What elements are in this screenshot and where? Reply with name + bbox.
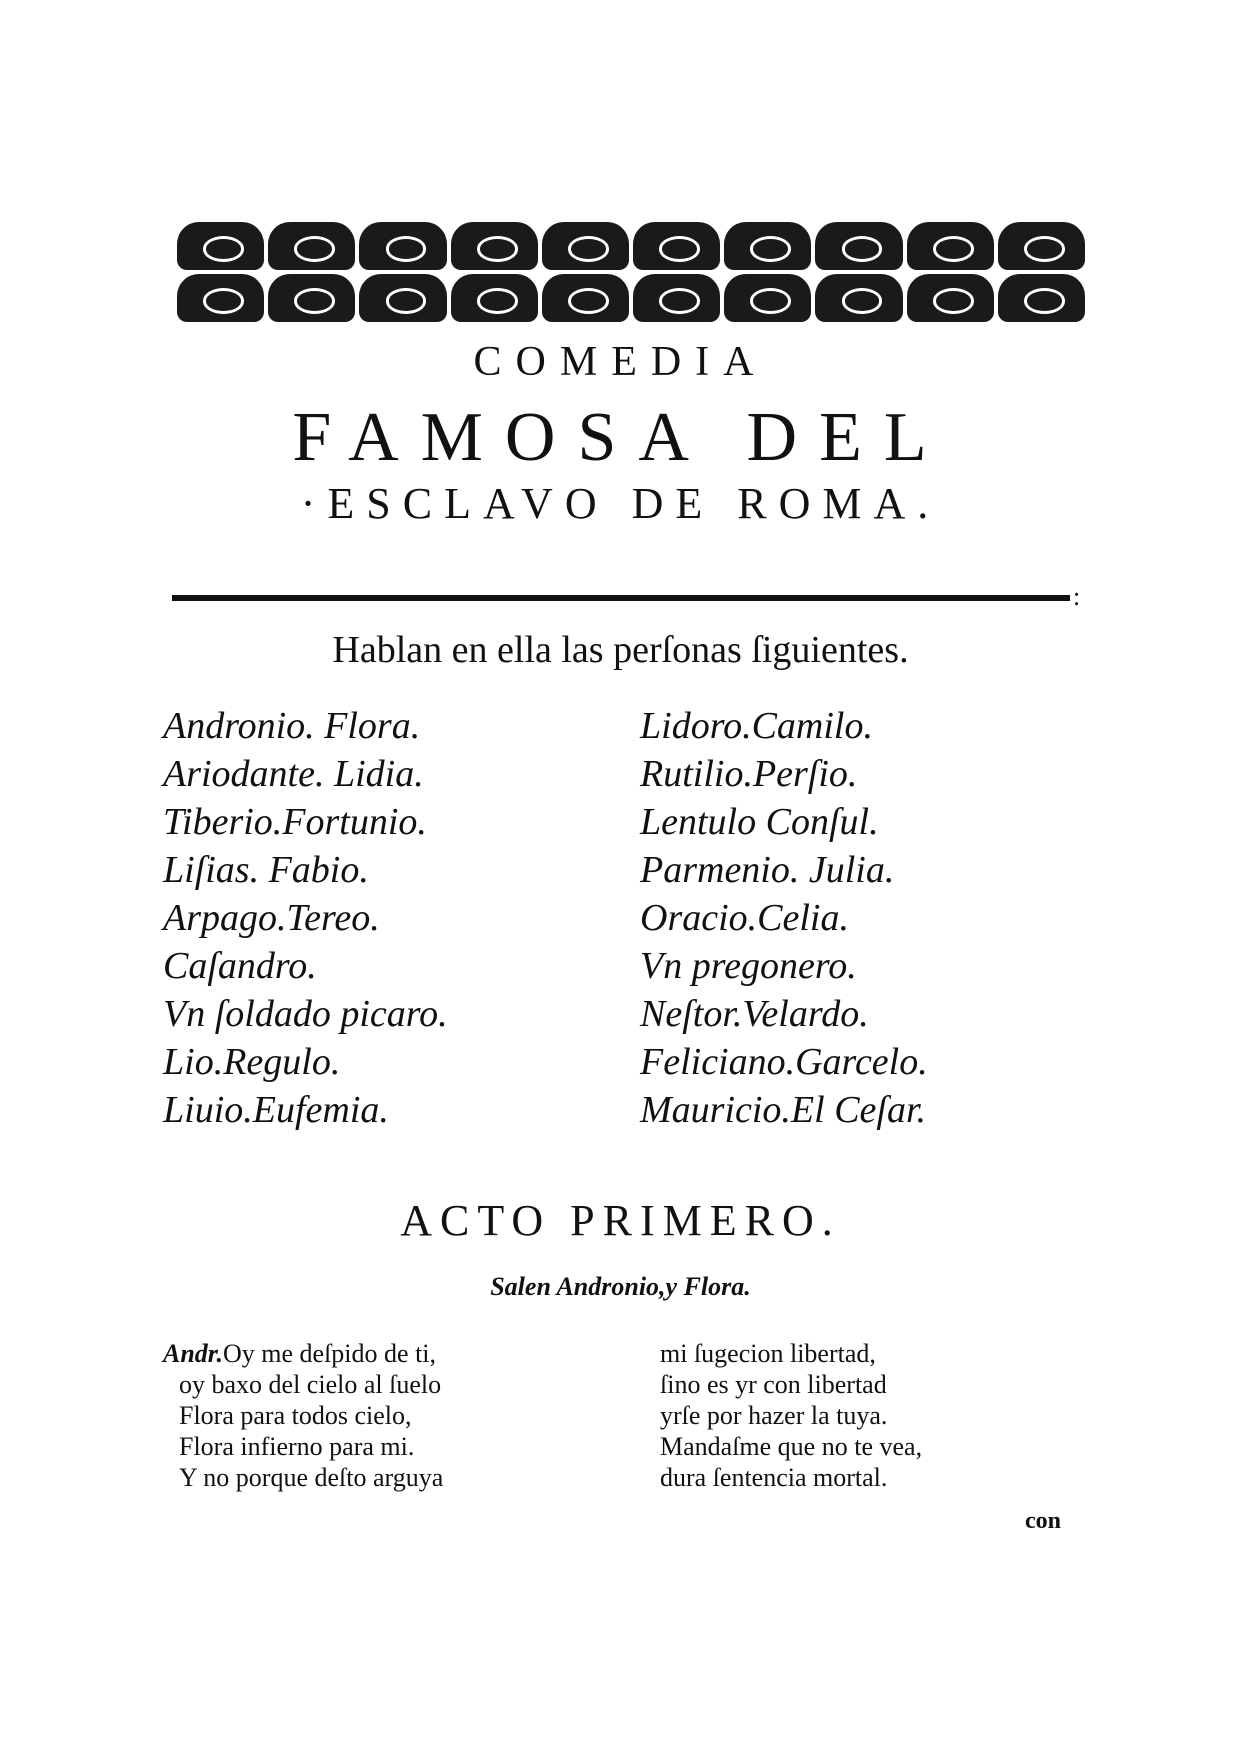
- ornament-row-bottom: [175, 274, 1087, 322]
- verse-column-right: [660, 1338, 922, 1493]
- ornament-icon: [907, 274, 994, 322]
- cast-entry: Liuio.Eufemia.: [163, 1089, 389, 1131]
- verse-line: [163, 1338, 443, 1369]
- cast-list-left: [163, 702, 448, 1134]
- cast-entry: Ariodante. Lidia.: [163, 753, 424, 795]
- cast-entry: Lentulo Conſul.: [640, 801, 879, 843]
- cast-heading: Hablan en ella las perſonas ſiguientes.: [332, 629, 909, 671]
- ornament-icon: [724, 274, 811, 322]
- verse-line: yrſe por hazer la tuya.: [660, 1401, 888, 1430]
- ornament-icon: [268, 222, 355, 270]
- ornament-icon: [998, 222, 1085, 270]
- cast-entry: Caſandro.: [163, 945, 317, 987]
- cast-entry: Feliciano.Garcelo.: [640, 1041, 928, 1083]
- cast-entry: Arpago.Tereo.: [163, 897, 380, 939]
- cast-entry: Parmenio. Julia.: [640, 849, 895, 891]
- cast-entry: Vn pregonero.: [640, 945, 857, 987]
- verse-line: Flora infierno para mi.: [179, 1432, 415, 1461]
- ornament-icon: [359, 274, 446, 322]
- verse-line-text: Oy me deſpido de ti,: [223, 1339, 437, 1368]
- ornament-icon: [359, 222, 446, 270]
- ornament-icon: [268, 274, 355, 322]
- verse-line: Y no porque deſto arguya: [179, 1463, 444, 1492]
- verse-line: ſino es yr con libertad: [660, 1370, 887, 1399]
- ornament-row-top: [175, 222, 1087, 270]
- verse-line: oy baxo del cielo al ſuelo: [179, 1370, 442, 1399]
- ornament-icon: [815, 274, 902, 322]
- stage-direction: Salen Andronio,y Flora.: [490, 1272, 751, 1301]
- ornament-icon: [542, 222, 629, 270]
- cast-entry: Andronio. Flora.: [163, 705, 421, 747]
- ornament-icon: [451, 222, 538, 270]
- horizontal-rule: [172, 595, 1070, 601]
- cast-entry: Liſias. Fabio.: [163, 849, 369, 891]
- verse-line: Flora para todos cielo,: [179, 1401, 412, 1430]
- ornament-icon: [724, 222, 811, 270]
- verse-line: Mandaſme que no te vea,: [660, 1432, 923, 1461]
- ornament-icon: [633, 222, 720, 270]
- ornament-icon: [542, 274, 629, 322]
- ornament-icon: [907, 222, 994, 270]
- cast-entry: Lio.Regulo.: [163, 1041, 341, 1083]
- ornament-icon: [451, 274, 538, 322]
- title-comedia: COMEDIA: [473, 339, 768, 385]
- cast-entry: Rutilio.Perſio.: [640, 753, 858, 795]
- verse-column-left: [163, 1338, 443, 1493]
- ornamental-headpiece: [175, 222, 1087, 322]
- ornament-icon: [177, 222, 264, 270]
- ornament-icon: [633, 274, 720, 322]
- verse-line: dura ſentencia mortal.: [660, 1463, 888, 1492]
- act-title: ACTO PRIMERO.: [400, 1196, 841, 1245]
- ornament-icon: [998, 274, 1085, 322]
- cast-entry: Lidoro.Camilo.: [640, 705, 873, 747]
- cast-entry: Mauricio.El Ceſar.: [640, 1089, 927, 1131]
- cast-entry: Vn ſoldado picaro.: [163, 993, 448, 1035]
- cast-entry: Oracio.Celia.: [640, 897, 849, 939]
- title-famosa-del: FAMOSA DEL: [292, 399, 949, 476]
- speaker-label: Andr.: [163, 1339, 223, 1368]
- catchword: con: [1025, 1508, 1061, 1534]
- cast-list-right: [640, 702, 928, 1134]
- cast-entry: Tiberio.Fortunio.: [163, 801, 427, 843]
- rule-end-mark: :: [1073, 582, 1081, 611]
- verse-line: mi ſugecion libertad,: [660, 1339, 876, 1368]
- ornament-icon: [815, 222, 902, 270]
- cast-entry: Neſtor.Velardo.: [640, 993, 869, 1035]
- title-esclavo-de-roma: ·ESCLAVO DE ROMA.: [300, 479, 941, 528]
- ornament-icon: [177, 274, 264, 322]
